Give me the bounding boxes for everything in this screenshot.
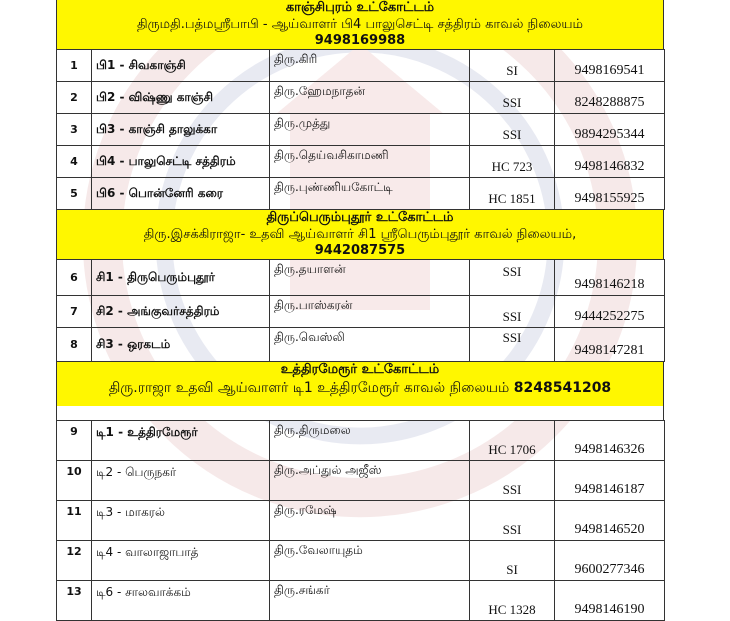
officer-phone: 9600277346	[555, 541, 665, 581]
row-number: 3	[57, 114, 92, 146]
row-number: 1	[57, 50, 92, 82]
station-name: டி3 - மாகரல்	[92, 501, 270, 541]
station-name: டி2 - பெருநகர்	[92, 461, 270, 501]
station-name: டி1 - உத்திரமேரூர்	[92, 421, 270, 461]
station-name: பி4 - பாலுசெட்டி சத்திரம்	[92, 146, 270, 178]
officer-name: திரு.தெய்வசிகாமணி	[270, 146, 470, 178]
officer-rank: SI	[470, 541, 555, 581]
table-row	[57, 260, 665, 296]
row-number: 6	[57, 260, 92, 296]
row-number: 9	[57, 421, 92, 461]
officer-phone: 8248288875	[555, 82, 665, 114]
station-name: பி6 - பொன்னேரி கரை	[92, 178, 270, 210]
row-number: 5	[57, 178, 92, 210]
station-name: சி3 - ஒரகடம்	[92, 328, 270, 362]
table-row	[57, 501, 665, 541]
officer-phone: 9498146832	[555, 146, 665, 178]
officer-rank: SSI	[470, 114, 555, 146]
officer-name: திரு.தயாளன்	[270, 260, 470, 296]
officer-phone: 9498146187	[555, 461, 665, 501]
station-name: டி6 - சாலவாக்கம்	[92, 581, 270, 621]
station-name: சி1 - திருபெரும்புதூர்	[92, 260, 270, 296]
table-row	[57, 146, 665, 178]
officer-name: திரு.வெஸ்லி	[270, 328, 470, 362]
officer-name: திரு.திருமலை	[270, 421, 470, 461]
row-number: 13	[57, 581, 92, 621]
police-directory-sheet	[56, 0, 664, 621]
table-row	[57, 541, 665, 581]
table-row	[57, 50, 665, 82]
section-subtitle-line	[57, 378, 663, 398]
section-subtitle: திரு.இசக்கிராஜா- உதவி ஆய்வாளர் சி1 ஸ்ரீபெரும்புதூர் காவல் நிலையம்,	[143, 227, 577, 242]
table-row	[57, 114, 665, 146]
officer-phone: 9498146218	[555, 260, 665, 296]
section-subtitle: திரு.ராஜா உதவி ஆய்வாளர் டி1 உத்திரமேரூர் காவல் நிலையம்	[108, 380, 510, 396]
row-number: 10	[57, 461, 92, 501]
table-row	[57, 421, 665, 461]
section-header-uthiramerur	[56, 362, 664, 406]
officer-rank: SI	[470, 50, 555, 82]
spacer	[56, 406, 664, 420]
row-number: 7	[57, 296, 92, 328]
section-subtitle: திருமதி.பத்மஸ்ரீபாபி - ஆய்வாளர் பி4 பாலுசெட்டி சத்திரம் காவல் நிலையம்	[136, 17, 584, 32]
officer-phone: 9498146190	[555, 581, 665, 621]
station-name: பி3 - காஞ்சி தாலுக்கா	[92, 114, 270, 146]
section-header-sriperumbudur	[56, 210, 664, 259]
section-title: திருப்பெரும்புதூர் உட்கோட்டம்	[266, 210, 454, 225]
section-phone: 9442087575	[314, 243, 406, 258]
officer-name: திரு.ஹேமநாதன்	[270, 82, 470, 114]
table-row	[57, 178, 665, 210]
table-row	[57, 296, 665, 328]
station-name: பி1 - சிவகாஞ்சி	[92, 50, 270, 82]
row-number: 12	[57, 541, 92, 581]
station-name: டி4 - வாலாஜாபாத்	[92, 541, 270, 581]
section-title: காஞ்சிபுரம் உட்கோட்டம்	[285, 0, 435, 15]
section-header-kanchipuram	[56, 0, 664, 49]
officer-phone: 9498147281	[555, 328, 665, 362]
officer-rank: HC 1851	[470, 178, 555, 210]
officer-name: திரு.கிரி	[270, 50, 470, 82]
row-number: 8	[57, 328, 92, 362]
table-kanchipuram	[56, 49, 665, 210]
officer-phone: 9498155925	[555, 178, 665, 210]
station-name: சி2 - அங்குவர்சத்திரம்	[92, 296, 270, 328]
officer-phone: 9498169541	[555, 50, 665, 82]
officer-rank: SSI	[470, 82, 555, 114]
officer-phone: 9498146326	[555, 421, 665, 461]
table-row	[57, 461, 665, 501]
officer-phone: 9498146520	[555, 501, 665, 541]
table-row	[57, 581, 665, 621]
station-name: பி2 - விஷ்ணு காஞ்சி	[92, 82, 270, 114]
officer-phone: 9894295344	[555, 114, 665, 146]
row-number: 4	[57, 146, 92, 178]
officer-rank: SSI	[470, 461, 555, 501]
officer-name: திரு.பாஸ்கரன்	[270, 296, 470, 328]
table-sriperumbudur	[56, 259, 665, 362]
officer-rank: HC 723	[470, 146, 555, 178]
officer-rank: SSI	[470, 296, 555, 328]
table-row	[57, 82, 665, 114]
officer-rank: HC 1328	[470, 581, 555, 621]
officer-name: திரு.சங்கர்	[270, 581, 470, 621]
officer-name: திரு.ரமேஷ்	[270, 501, 470, 541]
officer-name: திரு.புண்ணியகோட்டி	[270, 178, 470, 210]
officer-name: திரு.அப்துல் அஜீஸ்	[270, 461, 470, 501]
officer-phone: 9444252275	[555, 296, 665, 328]
section-phone: 8248541208	[513, 380, 612, 396]
table-row	[57, 328, 665, 362]
row-number: 2	[57, 82, 92, 114]
officer-rank: SSI	[470, 260, 555, 296]
officer-name: திரு.முத்து	[270, 114, 470, 146]
section-title: உத்திரமேரூர் உட்கோட்டம்	[280, 362, 440, 377]
row-number: 11	[57, 501, 92, 541]
officer-rank: HC 1706	[470, 421, 555, 461]
officer-rank: SSI	[470, 501, 555, 541]
officer-rank: SSI	[470, 328, 555, 362]
section-phone: 9498169988	[314, 33, 406, 48]
officer-name: திரு.வேலாயுதம்	[270, 541, 470, 581]
